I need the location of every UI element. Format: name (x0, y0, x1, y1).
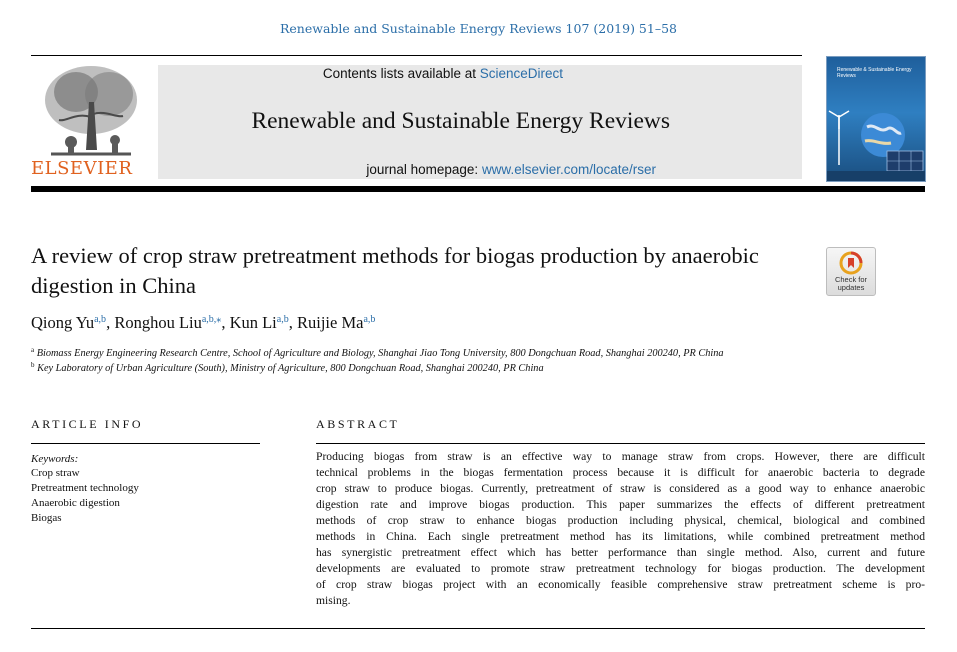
publisher-wordmark: ELSEVIER (31, 158, 133, 179)
abstract-line: digestion rate and improve biogas production. This paper summarizes the effects of different pretreatment (316, 498, 925, 511)
journal-citation[interactable]: Renewable and Sustainable Energy Reviews 107 (2019) 51–58 (279, 21, 677, 36)
abstract-line: technical problems in the biogas fermentation process because it is difficult for anaerobic bacteria to degrade (316, 466, 925, 479)
author-affil-marker[interactable]: a,b (276, 314, 289, 325)
journal-cover-image (826, 56, 926, 182)
affiliation-b (31, 361, 544, 374)
cover-artwork-icon (827, 105, 925, 181)
abstract-line: developments are evaluated to promote straw pretreatment technology for biogas production. The development (316, 562, 925, 575)
article-info-rule (31, 443, 260, 444)
article-title: A review of crop straw pretreatment methods for biogas production by anaerobic digestion in China (31, 243, 759, 298)
keyword-item: Anaerobic digestion (31, 497, 120, 509)
author-separator: , (288, 313, 297, 332)
affiliation-text: Key Laboratory of Urban Agriculture (South), Ministry of Agriculture, 800 Dongchuan Road, Shanghai 200240, PR China (37, 363, 544, 374)
abstract-heading: ABSTRACT (316, 417, 400, 431)
abstract-line: methods in China. Each single pretreatment method has its limitations, while combined pretreatment method (316, 530, 925, 543)
affiliation-text: Biomass Energy Engineering Research Centre, School of Agriculture and Biology, Shanghai Jiao Tong University, 800 Dongchuan Road, Shanghai 200240, PR China (36, 348, 724, 359)
abstract-line: of crop straw biogas project with an economically feasible comprehensive straw pretreatment scheme is pro- (316, 578, 925, 591)
affiliation-marker: a (31, 346, 35, 354)
header-thick-rule (31, 186, 925, 192)
homepage-prefix: journal homepage: (366, 162, 482, 177)
cover-title: Renewable & Sustainable Energy Reviews (837, 67, 912, 79)
journal-homepage-line (158, 162, 656, 177)
journal-title: Renewable and Sustainable Energy Reviews (251, 108, 670, 134)
author-name[interactable]: Ruijie Ma (296, 313, 364, 332)
abstract-line: Producing biogas from straw is an effective way to manage straw from crops. However, there are difficult (316, 450, 925, 463)
abstract-line: methods of crop straw to enhance biogas production including physical, chemical, biological and combined (316, 514, 925, 527)
author-affil-marker[interactable]: a,b,⁎ (201, 314, 222, 325)
keywords-label: Keywords: (31, 453, 79, 465)
author-separator: , (106, 313, 115, 332)
author-name[interactable]: Kun Li (229, 313, 277, 332)
abstract-line: crop straw to produce biogas. Currently, pretreatment of straw is considered as a good way to enhance anaerobic (316, 482, 925, 495)
elsevier-tree-icon (31, 62, 151, 162)
keyword-item: Biogas (31, 512, 62, 524)
sciencedirect-link[interactable]: ScienceDirect (479, 66, 563, 81)
author-separator: , (221, 313, 230, 332)
abstract-line: has synergistic pretreatment effect which has better performance than single method. Also, current and future (316, 546, 925, 559)
author-name[interactable]: Qiong Yu (31, 313, 95, 332)
author-list (31, 313, 375, 333)
article-info-heading: ARTICLE INFO (31, 417, 144, 431)
contents-available-line (158, 66, 563, 81)
keyword-item: Crop straw (31, 467, 80, 479)
affiliation-a (31, 346, 724, 359)
check-for-updates-label: Check for updates (834, 275, 868, 292)
abstract-bottom-rule (31, 628, 925, 629)
affiliation-marker: b (31, 361, 35, 369)
check-updates-icon (839, 251, 863, 275)
author-affil-marker[interactable]: a,b (363, 314, 376, 325)
header-top-rule (31, 55, 802, 56)
contents-prefix: Contents lists available at (322, 66, 480, 81)
keyword-item: Pretreatment technology (31, 482, 139, 494)
author-name[interactable]: Ronghou Liu (114, 313, 202, 332)
author-affil-marker[interactable]: a,b (94, 314, 107, 325)
abstract-line-last: mising. (316, 594, 351, 607)
abstract-rule (316, 443, 925, 444)
journal-homepage-link[interactable]: www.elsevier.com/locate/rser (481, 162, 656, 177)
